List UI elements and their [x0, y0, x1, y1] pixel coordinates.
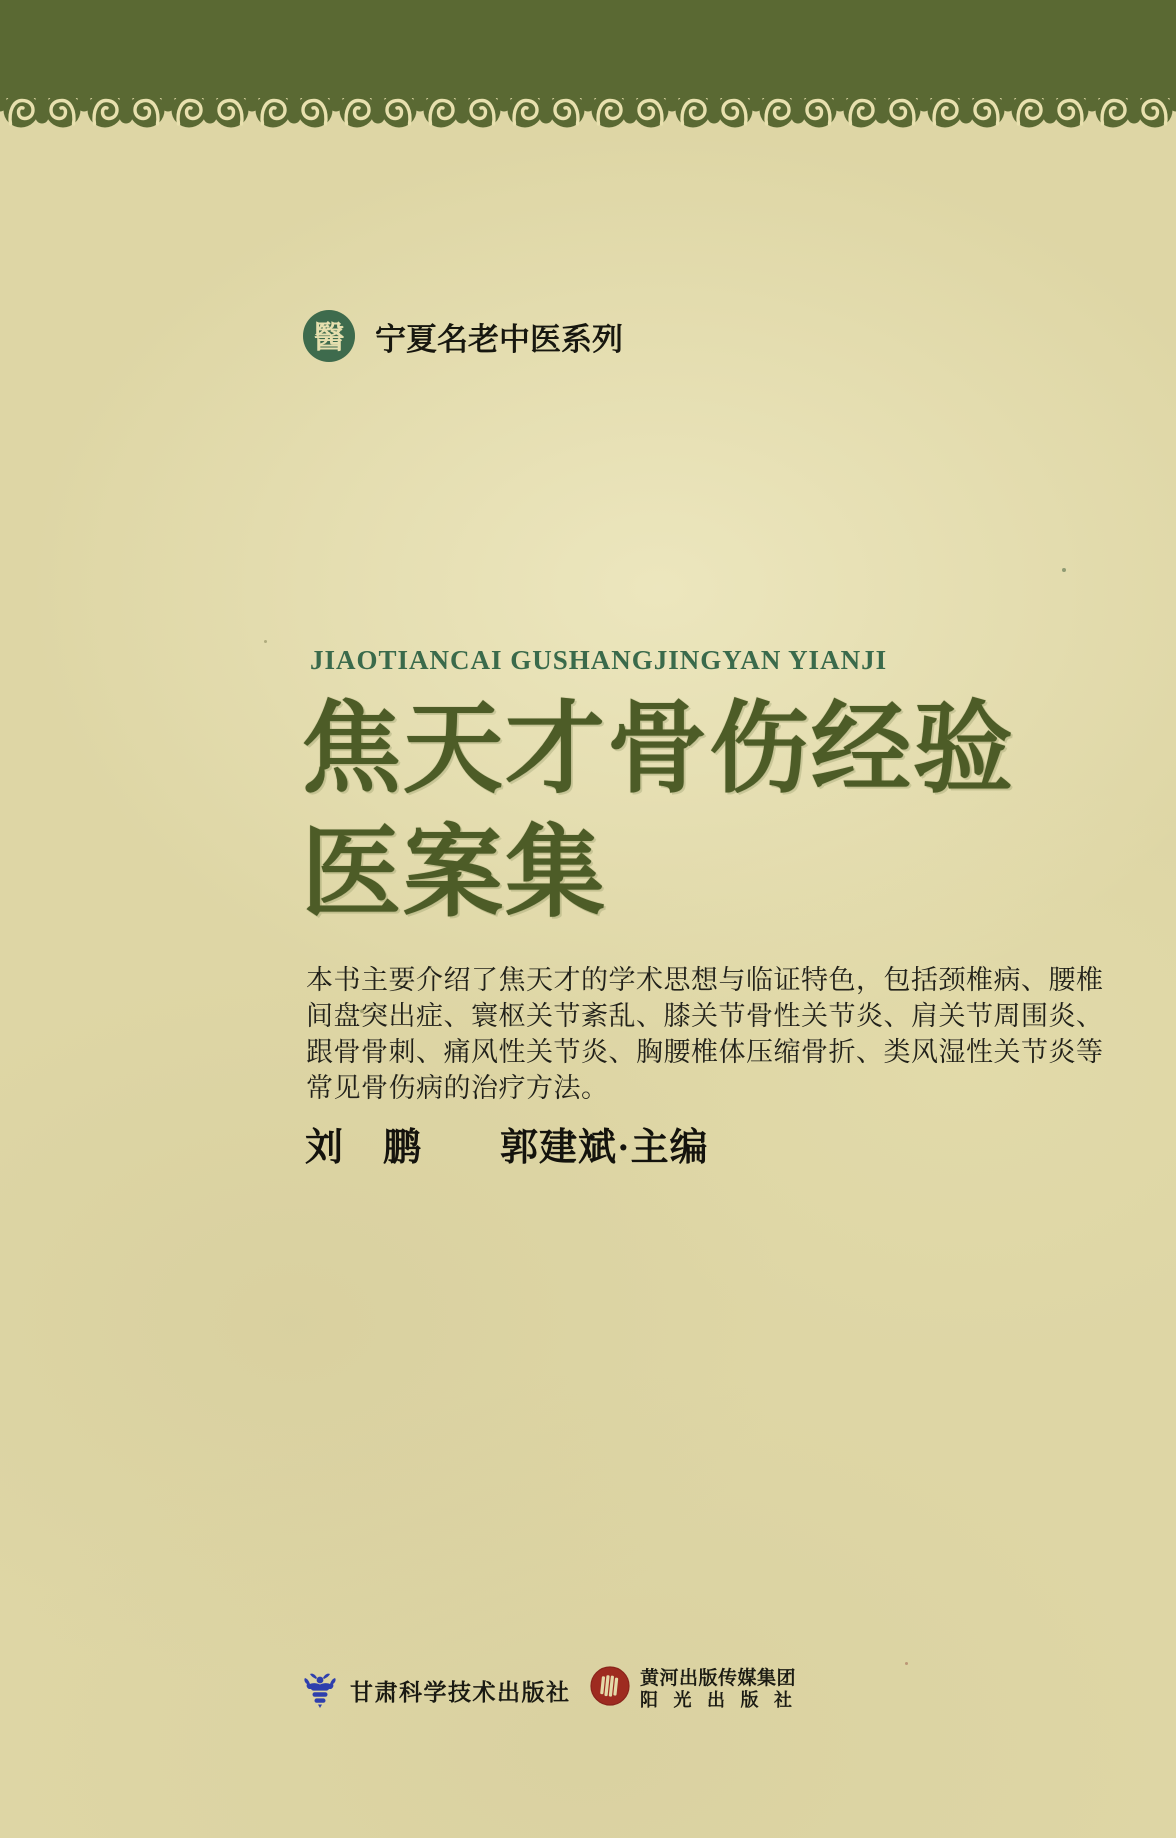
publisher-group-name: 黄河出版传媒集团 [640, 1668, 797, 1689]
sunshine-publisher [590, 1666, 796, 1711]
series-block [303, 308, 623, 364]
series-title: 宁夏名老中医系列 [375, 321, 623, 357]
sunshine-publisher-name: 阳 光 出 版 社 [640, 1690, 793, 1710]
paper-speck [1062, 568, 1066, 572]
pinyin-title: JIAOTIANCAI GUSHANGJINGYAN YIANJI [310, 645, 888, 675]
description-line: 跟骨骨刺、痛风性关节炎、胸腰椎体压缩骨折、类风湿性关节炎等 [306, 1037, 1104, 1067]
main-title-line1: 焦天才骨伤经验 [301, 694, 1015, 805]
sunshine-publisher-text [640, 1666, 796, 1711]
publisher-bar [0, 1664, 1176, 1724]
gansu-publisher [303, 1672, 571, 1708]
seal-character: 醫 [313, 319, 345, 355]
sun-press-logo-icon [590, 1666, 630, 1706]
description-line: 间盘突出症、寰枢关节紊乱、膝关节骨性关节炎、肩关节周围炎、 [306, 1001, 1104, 1031]
paper-speck [264, 640, 267, 643]
top-band [0, 0, 1176, 90]
scroll-border-pattern [0, 90, 1176, 154]
main-title-line2: 医案集 [301, 818, 607, 929]
authors-line: 刘 鹏 郭建斌·主编 [305, 1127, 709, 1169]
gansu-publisher-name: 甘肃科学技术出版社 [350, 1679, 571, 1705]
description-line: 常见骨伤病的治疗方法。 [306, 1073, 609, 1103]
description-line: 本书主要介绍了焦天才的学术思想与临证特色，包括颈椎病、腰椎 [306, 965, 1104, 995]
bee-logo-icon [303, 1672, 337, 1708]
series-seal-icon [303, 310, 355, 362]
description [306, 962, 1104, 1106]
